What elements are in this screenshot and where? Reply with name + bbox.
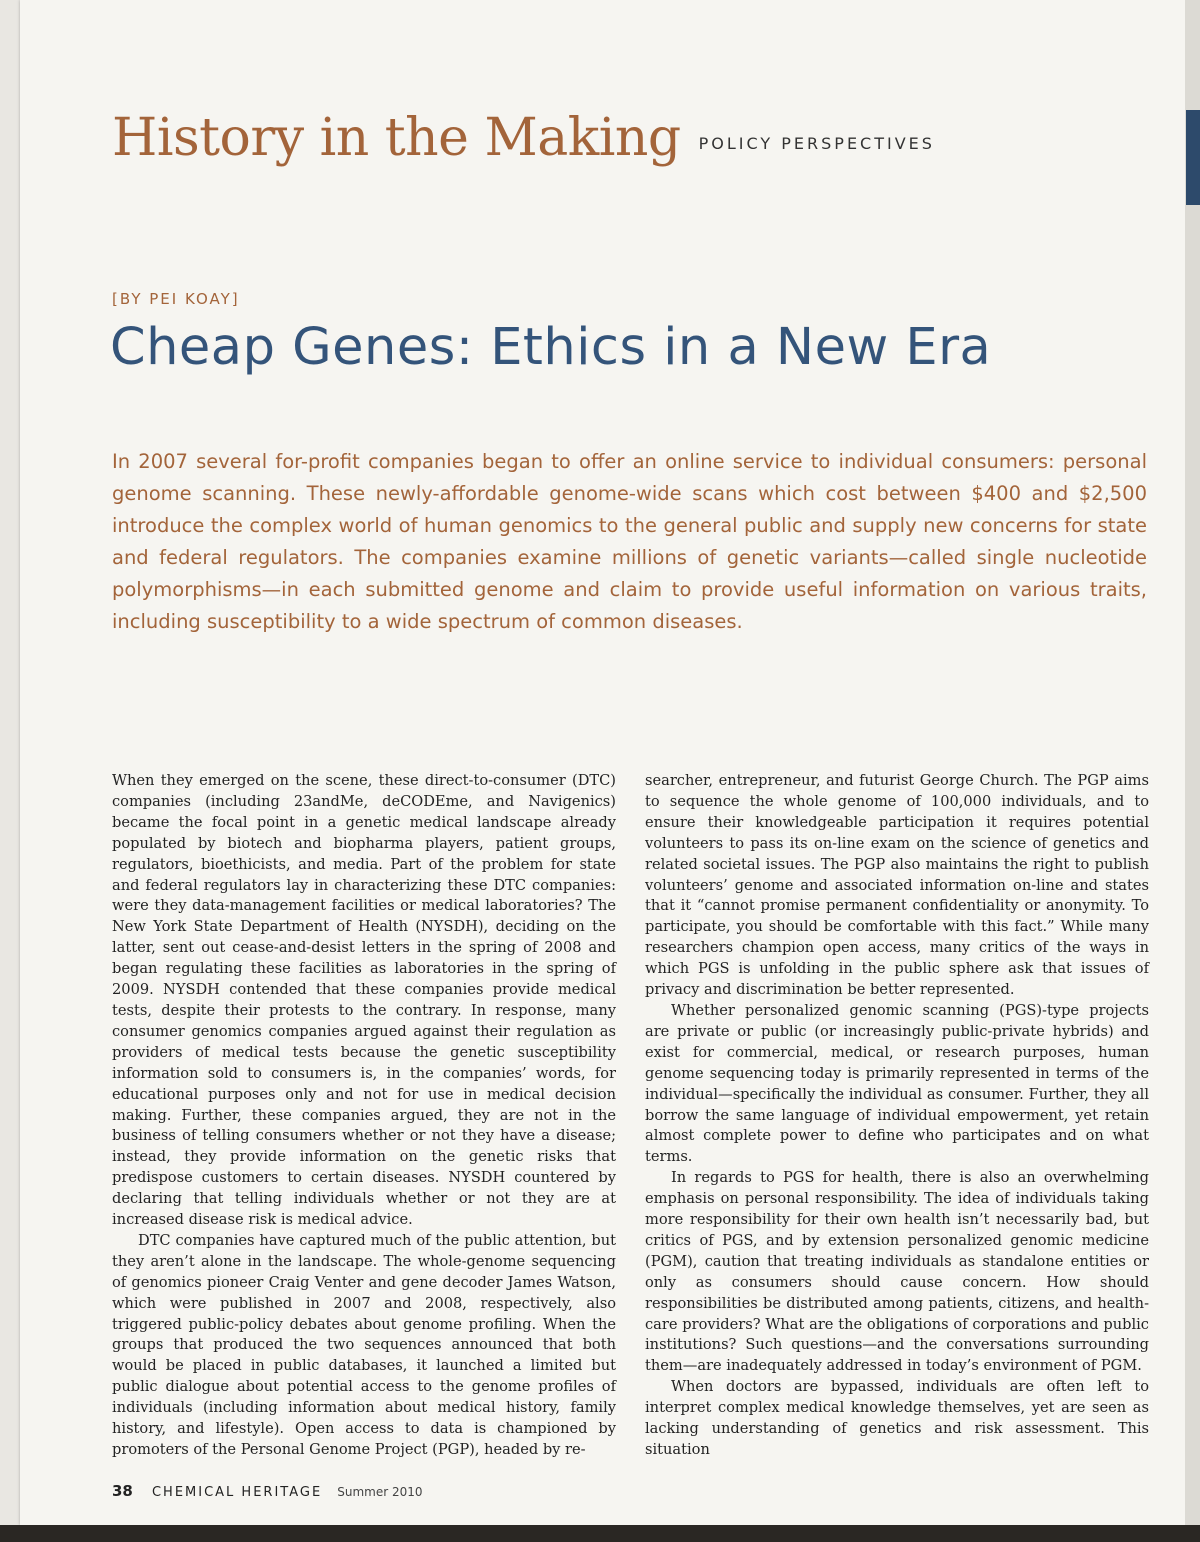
section-subtitle: POLICY PERSPECTIVES [698,134,935,153]
body-paragraph: When they emerged on the scene, these direct-to-consumer (DTC) companies (including 23andMe, deCODEme, and Navigenics) became the focal point in a genetic medical landscape already populated by biotech and biopharma players, patient groups, regulators, bioethicists, and media. Part of the problem for state and federal regulators lay in characterizing these DTC companies: were they data-management facilities or medical laboratories? The New York State Department of Health (NYSDH), deciding on the latter, sent out cease-and-desist letters in the spring of 2008 and began regulating these facilities as laboratories in the spring of 2009. NYSDH contended that these companies provide medical tests, despite their protests to the contrary. In response, many consumer genomics companies argued against their regulation as providers of medical tests because the genetic susceptibility information sold to consumers is, in the companies’ words, for educational purposes only and not for use in medical decision making. Further, these companies argued, they are not in the business of telling consumers whether or not they have a disease; instead, they provide information on the genetic risks that predispose customers to certain diseases. NYSDH countered by declaring that telling individuals whether or not they are at increased disease risk is medical advice. [112,772,616,1229]
headline: Cheap Genes: Ethics in a New Era [110,318,992,377]
magazine-page [20,0,1185,1525]
body-column-left [112,771,616,1461]
page-edge-tab [1186,110,1200,205]
page-footer [112,1481,423,1500]
body-paragraph: When doctors are bypassed, individuals are often left to interpret complex medical knowledge themselves, yet are seen as lacking understanding of genetics and risk assessment. This situation [645,1378,1149,1458]
body-paragraph: DTC companies have captured much of the public attention, but they aren’t alone in the landscape. The whole-genome sequencing of genomics pioneer Craig Venter and gene decoder James Watson, which were published in 2007 and 2008, respectively, also triggered public-policy debates about genome profiling. When the groups that produced the two sequences announced that both would be placed in public databases, it launched a limited but public dialogue about potential access to the genome profiles of individuals (including information about medical history, family history, and lifestyle). Open access to data is championed by promoters of the Personal Genome Project (PGP), headed by re- [112,1231,616,1458]
page-edge [1185,0,1200,1525]
body-column-right [645,771,1149,1461]
page-number: 38 [112,1482,133,1500]
magazine-name: CHEMICAL HERITAGE [151,1485,323,1500]
body-paragraph: In regards to PGS for health, there is also an overwhelming emphasis on personal responsibility. The idea of individuals taking more responsibility for their own health isn’t necessarily bad, but critics of PGS, and by extension personalized genomic medicine (PGM), caution that treating individuals as standalone entities or only as consumers should cause concern. How should responsibilities be distributed among patients, citizens, and health-care providers? What are the obligations of corporations and public institutions? Such questions—and the conversations surrounding them—are inadequately addressed in today’s environment of PGM. [645,1169,1149,1375]
body-paragraph: searcher, entrepreneur, and futurist George Church. The PGP aims to sequence the whole genome of 100,000 individuals, and to ensure their knowledgeable participation it requires potential volunteers to pass its on-line exam on the science of genetics and related societal issues. The PGP also maintains the right to publish volunteers’ genome and associated information on-line and states that it “cannot promise permanent confidentiality or anonymity. To participate, you should be comfortable with this fact.” While many researchers champion open access, many critics of the ways in which PGS is unfolding in the public sphere ask that issues of privacy and discrimination be better represented. [645,772,1149,999]
body-paragraph: Whether personalized genomic scanning (PGS)-type projects are private or public (or increasingly public-private hybrids) and exist for commercial, medical, or research purposes, human genome sequencing today is primarily represented in terms of the individual—specifically the individual as consumer. Further, they all borrow the same language of individual empowerment, yet retain almost complete power to define who participates and on what terms. [645,1001,1149,1166]
scan-bottom-border [0,1525,1200,1542]
section-title: History in the Making [112,108,681,168]
intro-paragraph: In 2007 several for-profit companies began to offer an online service to individual consumers: personal genome scanning. These newly-affordable genome-wide scans which cost between $400 and $2,500 introduce the complex world of human genomics to the general public and supply new concerns for state and federal regulators. The companies examine millions of genetic variants—called single nucleotide polymorphisms—in each submitted genome and claim to provide useful information on various traits, including susceptibility to a wide spectrum of common diseases. [112,450,1147,633]
byline: [BY PEI KOAY] [112,290,240,308]
issue-date: Summer 2010 [337,1485,423,1499]
section-header [112,108,935,168]
